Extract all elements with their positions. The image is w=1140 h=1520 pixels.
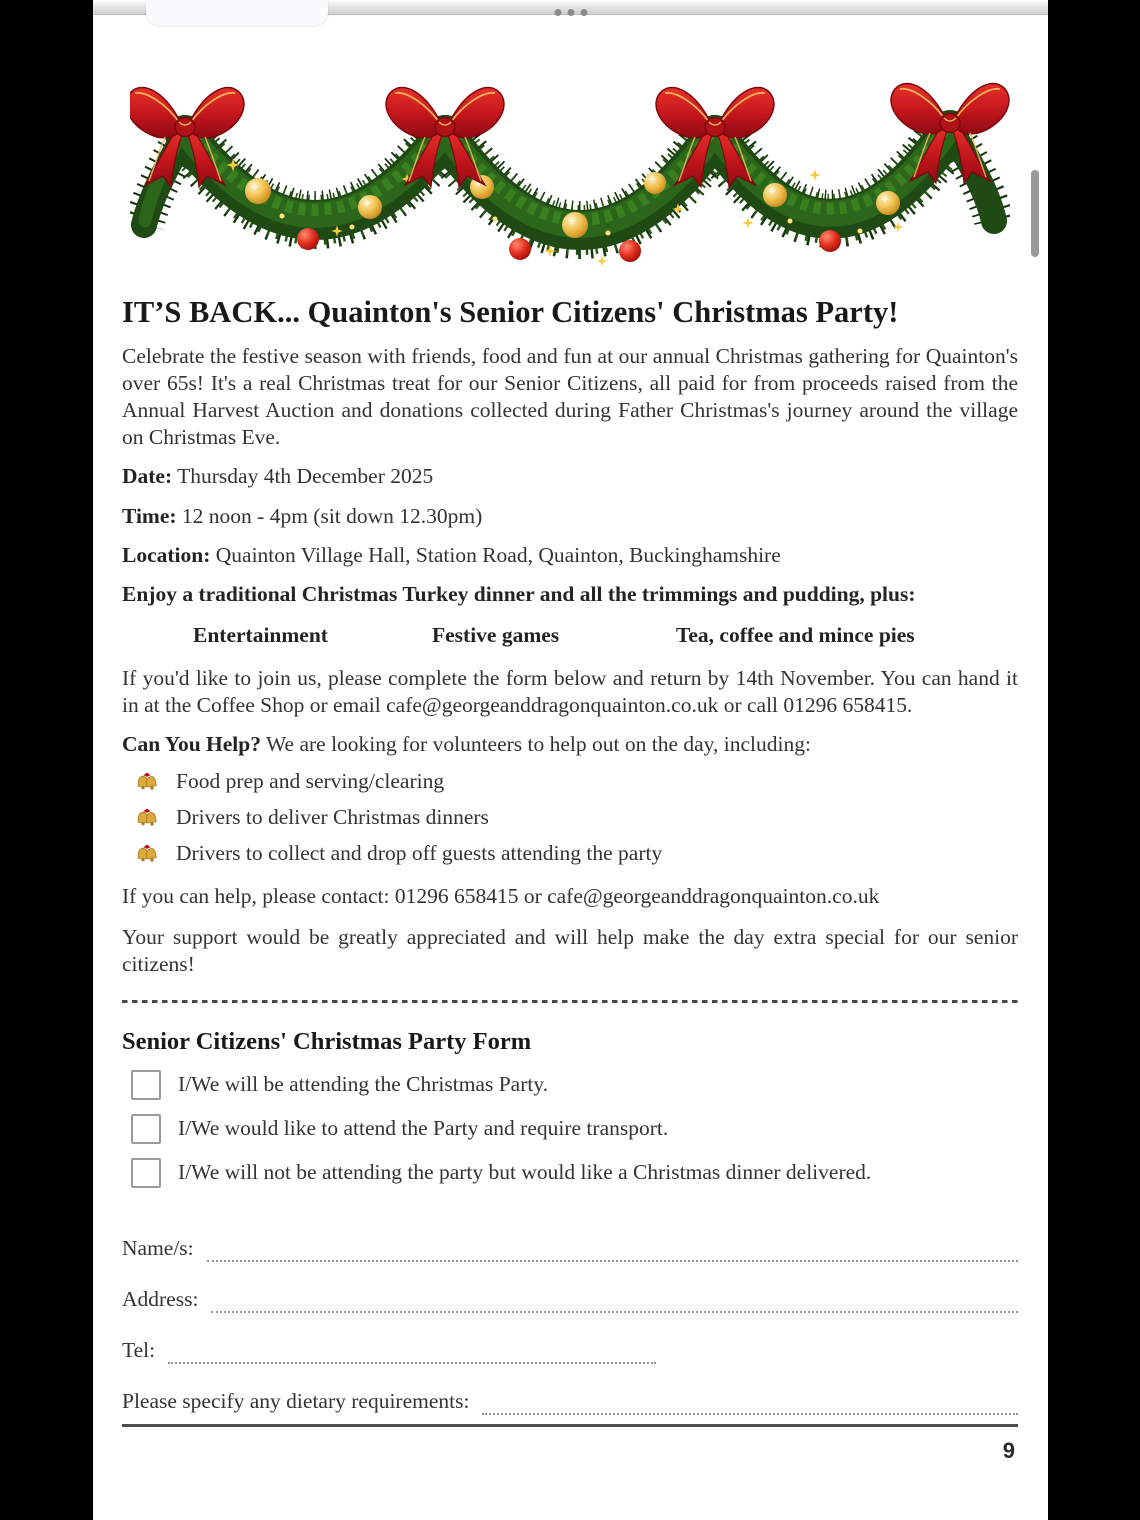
jingle-bells-icon	[135, 806, 159, 830]
dotted-write-line	[482, 1393, 1018, 1415]
can-you-help-line	[122, 731, 1018, 758]
checkbox-label: I/We would like to attend the Party and require transport.	[178, 1116, 669, 1141]
page-number: 9	[1002, 1438, 1015, 1464]
enjoy-line: Enjoy a traditional Christmas Turkey dinner and all the trimmings and pudding, plus:	[122, 581, 916, 606]
location-label: Location:	[122, 542, 211, 567]
time-label: Time:	[122, 503, 177, 528]
address-field	[122, 1286, 1018, 1313]
highlights-row	[122, 623, 1018, 651]
dotted-write-line	[168, 1342, 656, 1364]
form-option-delivery	[122, 1158, 1018, 1188]
can-you-help-text: We are looking for volunteers to help out on the day, including:	[260, 731, 811, 756]
list-item-text: Drivers to collect and drop off guests attending the party	[176, 841, 663, 866]
more-options-icon[interactable]	[554, 9, 587, 16]
dotted-write-line	[211, 1291, 1018, 1313]
field-label: Name/s:	[122, 1235, 194, 1260]
checkbox	[131, 1114, 161, 1144]
form-heading: Senior Citizens' Christmas Party Form	[122, 1027, 532, 1055]
form-option-attending	[122, 1070, 1018, 1100]
dotted-write-line	[207, 1240, 1018, 1262]
time-line	[122, 503, 1018, 530]
checkbox	[131, 1158, 161, 1188]
join-paragraph: If you'd like to join us, please complete the form below and return by 14th November. You can hand it in at the Coffee Shop or email cafe@georgeanddragonquainton.co.uk or call 01296 658415.	[122, 665, 1018, 717]
form-option-transport	[122, 1114, 1018, 1144]
checkbox	[131, 1070, 161, 1100]
time-value: 12 noon - 4pm (sit down 12.30pm)	[176, 503, 483, 528]
document-page	[93, 0, 1048, 1520]
list-item	[122, 804, 1018, 831]
list-item	[122, 840, 1018, 867]
support-paragraph: Your support would be greatly appreciated and will help make the day extra special for our senior citizens!	[122, 925, 1018, 977]
scrollbar-thumb[interactable]	[1031, 170, 1039, 257]
christmas-garland-image	[130, 73, 1010, 273]
contact-line: If you can help, please contact: 01296 658415 or cafe@georgeanddragonquainton.co.uk	[122, 884, 880, 909]
field-label: Tel:	[122, 1338, 156, 1363]
document-content	[93, 0, 1048, 1464]
jingle-bells-icon	[135, 842, 159, 866]
highlight-tea-coffee: Tea, coffee and mince pies	[676, 622, 915, 647]
top-sheet-tab[interactable]	[146, 0, 328, 25]
list-item-text: Drivers to deliver Christmas dinners	[176, 805, 489, 830]
page-title: IT’S BACK... Quainton's Senior Citizens' Christmas Party!	[122, 295, 899, 329]
intro-paragraph: Celebrate the festive season with friends, food and fun at our annual Christmas gathering for Quainton's over 65s! It's a real Christmas treat for our Senior Citizens, all paid for from proceeds raised from the Annual Harvest Auction and donations collected during Father Christmas's journey around the village on Christmas Eve.	[122, 344, 1018, 450]
checkbox-label: I/We will be attending the Christmas Party.	[178, 1072, 549, 1097]
list-item	[122, 768, 1018, 795]
checkbox-label: I/We will not be attending the party but would like a Christmas dinner delivered.	[178, 1160, 872, 1185]
date-value: Thursday 4th December 2025	[172, 464, 434, 489]
location-line	[122, 542, 1018, 569]
date-label: Date:	[122, 464, 173, 489]
dietary-field	[122, 1388, 1018, 1415]
tel-field	[122, 1337, 1018, 1364]
can-you-help-label: Can You Help?	[122, 731, 261, 756]
cut-here-dashed-divider	[122, 1000, 1018, 1003]
name-field	[122, 1235, 1018, 1262]
field-label: Address:	[122, 1287, 199, 1312]
highlight-festive-games: Festive games	[432, 622, 560, 647]
jingle-bells-icon	[135, 770, 159, 794]
volunteer-list	[122, 768, 1018, 867]
highlight-entertainment: Entertainment	[193, 622, 328, 647]
field-label: Please specify any dietary requirements:	[122, 1389, 470, 1414]
list-item-text: Food prep and serving/clearing	[176, 769, 445, 794]
location-value: Quainton Village Hall, Station Road, Quainton, Buckinghamshire	[210, 542, 781, 567]
footer-rule	[122, 1424, 1018, 1427]
date-line	[122, 463, 1018, 490]
